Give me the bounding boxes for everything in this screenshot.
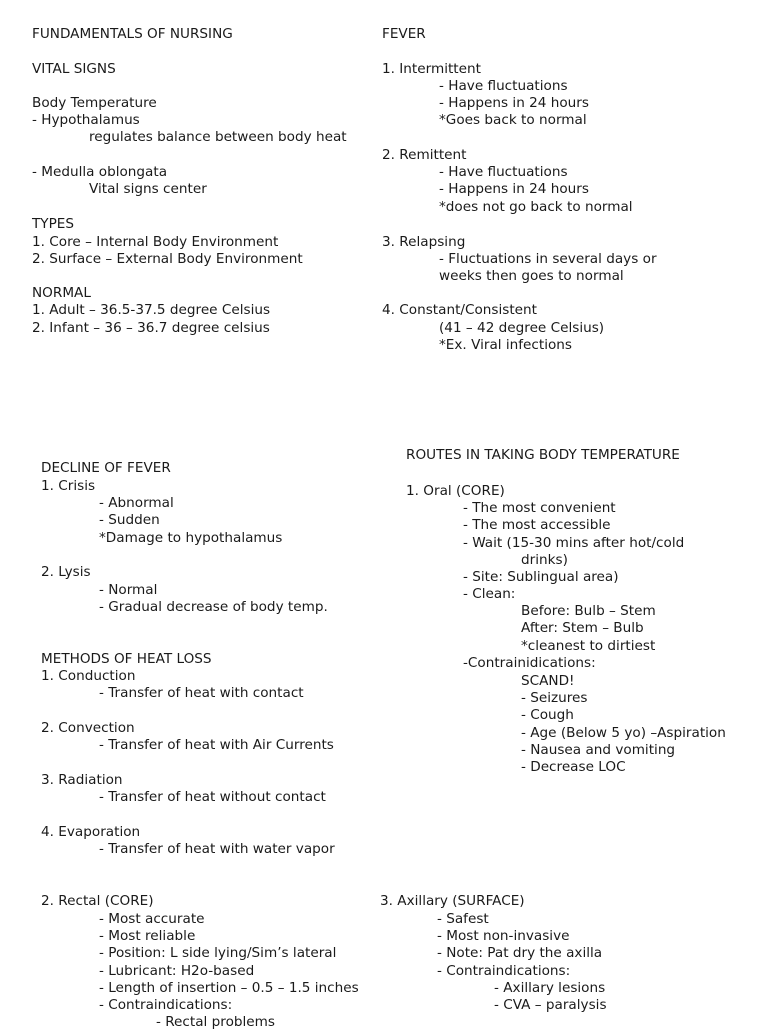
text-line: - Safest <box>437 911 489 927</box>
text-line: 1. Adult – 36.5-37.5 degree Celsius <box>32 302 271 318</box>
text-line: - Transfer of heat with water vapor <box>99 841 335 857</box>
text-line: - Contraindications: <box>437 963 571 979</box>
text-line: - Note: Pat dry the axilla <box>437 945 603 961</box>
text-line: Before: Bulb – Stem <box>521 603 656 619</box>
text-line: 1. Core – Internal Body Environment <box>32 234 279 250</box>
text-line: - Sudden <box>99 512 160 528</box>
text-line: 4. Evaporation <box>41 824 141 840</box>
text-line: 4. Constant/Consistent <box>382 302 537 318</box>
text-line: *Ex. Viral infections <box>439 337 573 353</box>
text-line: 3. Radiation <box>41 772 123 788</box>
text-line: 1. Crisis <box>41 478 96 494</box>
text-line: - The most accessible <box>463 517 611 533</box>
section-heading: NORMAL <box>32 285 91 301</box>
text-line: weeks then goes to normal <box>439 268 624 284</box>
text-line: - Fluctuations in several days or <box>439 251 657 267</box>
section-heading: TYPES <box>32 216 75 232</box>
section-heading: VITAL SIGNS <box>32 61 116 77</box>
text-line: - Gradual decrease of body temp. <box>99 599 328 615</box>
text-line: - The most convenient <box>463 500 616 516</box>
document-title: FUNDAMENTALS OF NURSING <box>32 26 233 42</box>
text-line: - Transfer of heat with contact <box>99 685 304 701</box>
section-heading: FEVER <box>382 26 426 42</box>
text-line: - Most reliable <box>99 928 196 944</box>
text-line: *cleanest to dirtiest <box>521 638 656 654</box>
text-line: - Decrease LOC <box>521 759 626 775</box>
text-line: regulates balance between body heat <box>89 129 347 145</box>
text-line: SCAND! <box>521 673 575 689</box>
text-line: - Have fluctuations <box>439 78 568 94</box>
text-line: 3. Axillary (SURFACE) <box>380 893 525 909</box>
text-line: *does not go back to normal <box>439 199 633 215</box>
text-line: - Lubricant: H2o-based <box>99 963 255 979</box>
section-heading: DECLINE OF FEVER <box>41 460 171 476</box>
text-line: *Damage to hypothalamus <box>99 530 283 546</box>
text-line: - Rectal problems <box>156 1014 275 1030</box>
text-line: drinks) <box>521 552 568 568</box>
text-line: - Happens in 24 hours <box>439 181 589 197</box>
text-line: - Length of insertion – 0.5 – 1.5 inches <box>99 980 359 996</box>
text-line: Vital signs center <box>89 181 207 197</box>
text-line: - Seizures <box>521 690 588 706</box>
text-line: - Nausea and vomiting <box>521 742 676 758</box>
text-line: 3. Relapsing <box>382 234 466 250</box>
text-line: 2. Remittent <box>382 147 467 163</box>
text-line: - Clean: <box>463 586 516 602</box>
text-line: 2. Convection <box>41 720 135 736</box>
text-line: 1. Oral (CORE) <box>406 483 505 499</box>
subheading: Body Temperature <box>32 95 157 111</box>
text-line: - Position: L side lying/Sim’s lateral <box>99 945 337 961</box>
text-line: - Transfer of heat without contact <box>99 789 326 805</box>
text-line: 1. Conduction <box>41 668 136 684</box>
text-line: - Site: Sublingual area) <box>463 569 619 585</box>
section-heading: ROUTES IN TAKING BODY TEMPERATURE <box>406 447 680 463</box>
text-line: - Cough <box>521 707 574 723</box>
text-line: - Wait (15-30 mins after hot/cold <box>463 535 685 551</box>
text-line: - Most accurate <box>99 911 205 927</box>
text-line: 2. Surface – External Body Environment <box>32 251 303 267</box>
text-line: -Contrainidications: <box>463 655 596 671</box>
text-line: 2. Lysis <box>41 564 91 580</box>
text-line: - Transfer of heat with Air Currents <box>99 737 334 753</box>
text-line: *Goes back to normal <box>439 112 587 128</box>
text-line: - Have fluctuations <box>439 164 568 180</box>
text-line: - Age (Below 5 yo) –Aspiration <box>521 725 726 741</box>
text-line: 2. Rectal (CORE) <box>41 893 154 909</box>
text-line: - Normal <box>99 582 158 598</box>
section-heading: METHODS OF HEAT LOSS <box>41 651 212 667</box>
text-line: - Most non-invasive <box>437 928 570 944</box>
text-line: After: Stem – Bulb <box>521 620 644 636</box>
text-line: - Hypothalamus <box>32 112 140 128</box>
text-line: - Axillary lesions <box>494 980 606 996</box>
text-line: 1. Intermittent <box>382 61 481 77</box>
text-line: - CVA – paralysis <box>494 997 607 1013</box>
text-line: - Medulla oblongata <box>32 164 168 180</box>
text-line: - Contraindications: <box>99 997 233 1013</box>
text-line: - Happens in 24 hours <box>439 95 589 111</box>
text-line: (41 – 42 degree Celsius) <box>439 320 605 336</box>
text-line: 2. Infant – 36 – 36.7 degree celsius <box>32 320 270 336</box>
text-line: - Abnormal <box>99 495 174 511</box>
